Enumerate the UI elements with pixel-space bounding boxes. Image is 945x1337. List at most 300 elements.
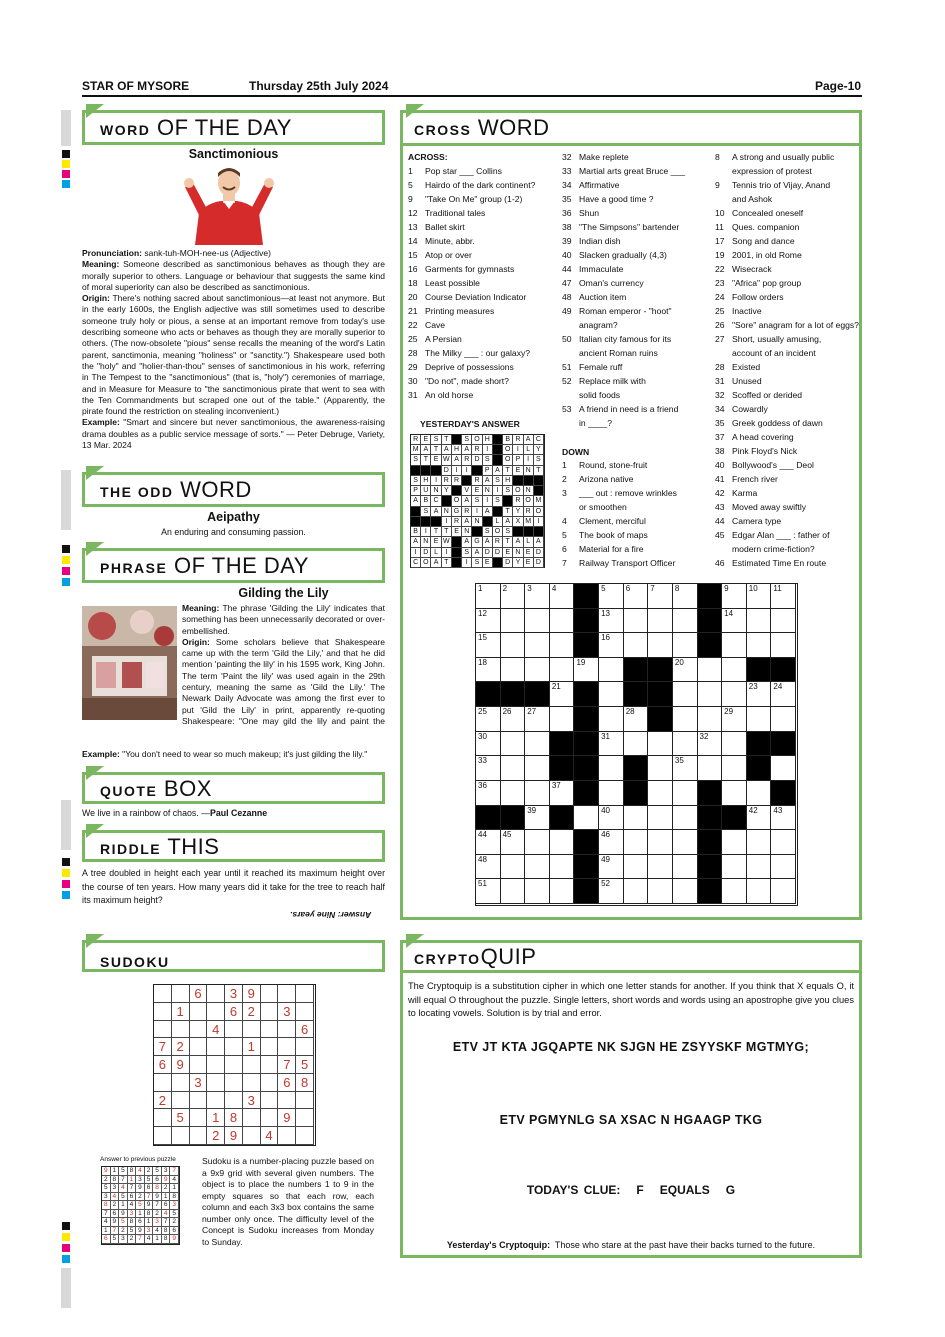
sudoku-cell: 6 (190, 985, 208, 1003)
clue-text: A head covering (732, 432, 794, 442)
crossword-cell[interactable] (501, 855, 526, 880)
clue-item (715, 318, 859, 332)
sudoku-cell[interactable] (225, 1074, 243, 1092)
sudoku-cell[interactable] (261, 1109, 279, 1127)
sudoku-cell[interactable] (261, 1038, 279, 1056)
cell-number: 30 (478, 731, 487, 741)
sudoku-cell[interactable] (261, 1074, 279, 1092)
crossword-cell[interactable] (476, 879, 501, 904)
crossword-cell[interactable] (501, 756, 526, 781)
sudoku-cell[interactable] (190, 1092, 208, 1110)
clue-item (408, 276, 535, 290)
clue-item (715, 220, 859, 234)
crossword-cell[interactable] (550, 879, 575, 904)
crossword-cell[interactable] (673, 584, 698, 609)
color-mark (62, 545, 70, 553)
crossword-cell[interactable] (624, 609, 649, 634)
sudoku-cell[interactable] (261, 985, 279, 1003)
crossword-cell[interactable] (501, 879, 526, 904)
crossword-cell[interactable] (771, 756, 796, 781)
answer-cell: S (534, 455, 544, 465)
crossword-cell[interactable] (673, 879, 698, 904)
crossword-cell[interactable] (476, 830, 501, 855)
crossword-cell[interactable] (525, 609, 550, 634)
riddle-text: A tree doubled in height each year until it reached its maximum height over the course of ten years. How many years did it take for the tree to reach half its maximum height? (82, 868, 385, 905)
clue-text: Wisecrack (732, 264, 772, 274)
sudoku-cell[interactable] (278, 1038, 296, 1056)
answer-cell: A (493, 466, 503, 476)
crossword-cell[interactable] (698, 756, 723, 781)
crossword-cell[interactable] (771, 830, 796, 855)
sudoku-cell[interactable] (190, 1003, 208, 1021)
crossword-cell[interactable] (599, 682, 624, 707)
clue-number: 2 (562, 474, 567, 484)
sudoku-cell[interactable] (154, 985, 172, 1003)
cell-number: 5 (601, 584, 606, 593)
sudoku-cell[interactable] (154, 1109, 172, 1127)
crossword-cell[interactable] (525, 806, 550, 831)
clue-text: modern crime-fiction? (732, 544, 815, 554)
crossword-cell[interactable] (747, 584, 772, 609)
crossword-cell[interactable] (525, 781, 550, 806)
sudoku-cell[interactable] (190, 1056, 208, 1074)
sudoku-cell[interactable] (261, 1003, 279, 1021)
sudoku-cell[interactable] (190, 1127, 208, 1145)
cell-number: 52 (601, 879, 610, 889)
sudoku-grid (153, 984, 316, 1146)
sudoku-cell[interactable] (278, 1021, 296, 1039)
black-square (698, 609, 723, 634)
crossword-cell[interactable] (476, 609, 501, 634)
clue-item (562, 332, 685, 346)
crossword-cell[interactable] (722, 658, 747, 683)
black-square (574, 584, 599, 609)
crossword-cell[interactable] (771, 633, 796, 658)
crossword-cell[interactable] (501, 707, 526, 732)
answer-cell: 6 (162, 1201, 171, 1210)
color-mark (62, 869, 70, 877)
crossword-cell[interactable] (673, 855, 698, 880)
sudoku-cell[interactable] (243, 1021, 261, 1039)
crossword-cell[interactable] (624, 879, 649, 904)
crossword-cell[interactable] (722, 781, 747, 806)
answer-cell: N (513, 548, 523, 558)
crossword-cell[interactable] (648, 855, 673, 880)
answer-cell: 7 (111, 1227, 120, 1236)
odd-word-word: Aeipathy (207, 510, 260, 524)
answer-cell: 6 (145, 1184, 154, 1193)
crossword-cell[interactable] (599, 879, 624, 904)
crossword-cell[interactable] (722, 707, 747, 732)
cell-number: 35 (674, 756, 684, 766)
color-mark (62, 567, 70, 575)
answer-cell: S (493, 476, 503, 486)
crossword-cell[interactable] (550, 830, 575, 855)
crossword-cell[interactable] (698, 732, 723, 757)
clue-item (562, 304, 685, 318)
yesterday-answer-label: YESTERDAY'S ANSWER (420, 419, 520, 429)
clue-item (562, 542, 677, 556)
crossword-cell[interactable] (673, 732, 698, 757)
sudoku-cell[interactable] (172, 1021, 190, 1039)
crossword-cell[interactable] (525, 879, 550, 904)
crossword-cell[interactable] (476, 781, 501, 806)
crossword-cell[interactable] (599, 633, 624, 658)
sudoku-cell[interactable] (190, 1021, 208, 1039)
cell-number: 27 (527, 707, 537, 717)
crossword-cell[interactable] (698, 682, 723, 707)
clue-text: The book of maps (579, 530, 648, 540)
crossword-cell[interactable] (574, 806, 599, 831)
crossword-cell[interactable] (574, 658, 599, 683)
crossword-cell[interactable] (501, 830, 526, 855)
crossword-cell[interactable] (624, 732, 649, 757)
black-square (574, 732, 599, 757)
sudoku-cell: 9 (278, 1109, 296, 1127)
sudoku-cell: 9 (243, 985, 261, 1003)
clue-item (408, 388, 535, 402)
color-mark (62, 1233, 70, 1241)
crossword-cell[interactable] (771, 855, 796, 880)
sudoku-cell[interactable] (243, 1109, 261, 1127)
answer-cell: E (524, 548, 534, 558)
black-square (501, 682, 526, 707)
clue-text: or smoothen (579, 502, 627, 512)
crossword-cell[interactable] (771, 707, 796, 732)
sudoku-cell[interactable] (278, 1092, 296, 1110)
clue-text: Auction item (579, 292, 627, 302)
cell-number: 16 (601, 633, 610, 643)
sudoku-cell[interactable] (172, 985, 190, 1003)
sudoku-cell[interactable] (225, 1038, 243, 1056)
crossword-cell[interactable] (673, 756, 698, 781)
clue-item (408, 248, 535, 262)
answer-cell: S (462, 548, 472, 558)
black-square (452, 537, 462, 547)
crossword-cell[interactable] (698, 658, 723, 683)
sudoku-cell[interactable] (172, 1127, 190, 1145)
black-square (501, 806, 526, 831)
sudoku-cell[interactable] (154, 1074, 172, 1092)
answer-cell: A (431, 507, 441, 517)
crossword-cell[interactable] (771, 682, 796, 707)
black-square (476, 806, 501, 831)
crossword-cell[interactable] (747, 855, 772, 880)
crossword-cell[interactable] (771, 609, 796, 634)
answer-cell: 2 (102, 1176, 111, 1185)
crossword-cell[interactable] (722, 855, 747, 880)
clue-text: Cave (425, 320, 446, 330)
crossword-cell[interactable] (599, 658, 624, 683)
crossword-cell[interactable] (771, 584, 796, 609)
crossword-cell[interactable] (722, 879, 747, 904)
crossword-cell[interactable] (599, 855, 624, 880)
crossword-cell[interactable] (599, 584, 624, 609)
sudoku-cell[interactable] (278, 985, 296, 1003)
crossword-cell[interactable] (722, 633, 747, 658)
sudoku-cell[interactable] (207, 1003, 225, 1021)
crossword-cell[interactable] (476, 707, 501, 732)
clue-item (562, 276, 685, 290)
clue-number: 5 (408, 180, 413, 190)
clue-text: An old horse (425, 390, 474, 400)
answer-cell: A (534, 537, 544, 547)
crossword-cell[interactable] (476, 633, 501, 658)
crossword-cell[interactable] (747, 633, 772, 658)
crossword-cell[interactable] (673, 658, 698, 683)
answer-cell: U (421, 486, 431, 496)
crossword-cell[interactable] (599, 707, 624, 732)
sudoku-cell[interactable] (172, 1092, 190, 1110)
crossword-cell[interactable] (599, 781, 624, 806)
crossword-cell[interactable] (771, 806, 796, 831)
clue-text: Garments for gymnasts (425, 264, 515, 274)
clue-number: 37 (715, 432, 725, 442)
crossword-cell[interactable] (747, 682, 772, 707)
crossword-cell[interactable] (673, 781, 698, 806)
sudoku-cell[interactable] (296, 1038, 314, 1056)
crossword-cell[interactable] (599, 732, 624, 757)
answer-cell: T (442, 435, 452, 445)
crossword-cell[interactable] (747, 707, 772, 732)
sudoku-cell[interactable] (243, 1074, 261, 1092)
crossword-cell[interactable] (476, 658, 501, 683)
clue-item (715, 430, 859, 444)
crossword-cell[interactable] (648, 584, 673, 609)
crossword-cell[interactable] (648, 732, 673, 757)
crossword-cell[interactable] (771, 879, 796, 904)
crossword-cell[interactable] (624, 584, 649, 609)
answer-cell: E (431, 537, 441, 547)
crossword-cell[interactable] (722, 682, 747, 707)
crossword-cell[interactable] (599, 609, 624, 634)
answer-cell: D (503, 558, 513, 568)
clue-item (408, 332, 535, 346)
sudoku-cell[interactable] (225, 1021, 243, 1039)
sudoku-cell[interactable] (243, 1056, 261, 1074)
color-mark (62, 170, 70, 178)
sudoku-cell[interactable] (261, 1021, 279, 1039)
black-square (493, 455, 503, 465)
sudoku-cell[interactable] (154, 1021, 172, 1039)
answer-cell: 3 (111, 1184, 120, 1193)
sudoku-cell[interactable] (154, 1003, 172, 1021)
sudoku-cell[interactable] (225, 1092, 243, 1110)
sudoku-cell[interactable] (261, 1092, 279, 1110)
sudoku-cell: 4 (207, 1021, 225, 1039)
sudoku-cell[interactable] (296, 1127, 314, 1145)
answer-cell: H (421, 476, 431, 486)
crossword-cell[interactable] (747, 609, 772, 634)
crossword-cell[interactable] (550, 682, 575, 707)
black-square (574, 707, 599, 732)
crossword-cell[interactable] (722, 732, 747, 757)
answer-cell: O (503, 445, 513, 455)
clue-text: expression of protest (732, 166, 812, 176)
answer-cell: 4 (162, 1210, 171, 1219)
clue-item (715, 374, 859, 388)
crossword-cell[interactable] (550, 781, 575, 806)
sudoku-cell[interactable] (207, 1056, 225, 1074)
crossword-cell[interactable] (722, 756, 747, 781)
answer-cell: N (524, 466, 534, 476)
crossword-cell[interactable] (599, 756, 624, 781)
crossword-cell[interactable] (747, 806, 772, 831)
crossword-cell[interactable] (648, 879, 673, 904)
sudoku-cell[interactable] (190, 1109, 208, 1127)
crossword-cell[interactable] (648, 806, 673, 831)
crossword-cell[interactable] (476, 855, 501, 880)
crossword-cell[interactable] (550, 707, 575, 732)
clue-number: 6 (562, 544, 567, 554)
answer-cell: A (524, 435, 534, 445)
crossword-cell[interactable] (624, 830, 649, 855)
crossword-cell[interactable] (599, 830, 624, 855)
crossword-cell[interactable] (501, 732, 526, 757)
sudoku-cell[interactable] (296, 985, 314, 1003)
crossword-cell[interactable] (525, 633, 550, 658)
cell-number: 6 (625, 584, 631, 593)
crossword-cell[interactable] (525, 830, 550, 855)
crossword-cell[interactable] (550, 855, 575, 880)
crossword-cell[interactable] (525, 756, 550, 781)
crossword-cell[interactable] (722, 830, 747, 855)
answer-cell: 7 (128, 1184, 137, 1193)
sudoku-cell[interactable] (243, 1127, 261, 1145)
word-of-day-body: Pronunciation: sank-tuh-MOH-nee-us (Adjective) Meaning: Someone described as sanctimonious behaves as though they are morally superior to others. Language or behaviour that suggests the same kind of moral superiority can also be described as sanctimonious. Origin: There's nothing sacred about sanctimonious—at least not anymore. But in the early 1600s, the English adjective was still sometimes used to describe someone truly holy or pious, a sense at an important remove from today's use describing someone who acts or behaves as though they are morally superior to others. (The now-obsolete "pious" sense recalls the meaning of the word's Latin parent, sanctimonia, meaning "holiness" or "sanctity.") Shakespeare used both the "holy" and "holier-than-thou" senses of sanctimonious in his work, referring in The Tempest to the "sanctimonious" (that is, "holy") ceremonies of marriage, and in Measure for Measure to "the sanctimonious pirate that went to sea with the Ten Commandments but scraped one out of the table." (Apparently, the pirate found the restriction on stealing inconvenient.) Example: "Smart and sincere but never sanctimonious, the awareness-raising drama doubles as a public service message of sorts." — Peter Debruge, Variety, 13 Mar. 2024 (82, 248, 385, 451)
cell-number: 14 (724, 608, 734, 618)
sudoku-cell[interactable] (154, 1127, 172, 1145)
answer-cell: O (534, 507, 544, 517)
sudoku-title: SUDOKU (100, 954, 170, 970)
crossword-cell[interactable] (673, 806, 698, 831)
crossword-cell[interactable] (747, 781, 772, 806)
crossword-cell[interactable] (673, 633, 698, 658)
crossword-cell[interactable] (501, 633, 526, 658)
clue-number: 5 (562, 530, 567, 540)
color-mark (62, 578, 70, 586)
clue-item (562, 374, 685, 388)
crossword-cell[interactable] (501, 584, 526, 609)
sudoku-cell[interactable] (207, 1074, 225, 1092)
cell-number: 26 (502, 707, 512, 717)
sudoku-cell[interactable] (225, 1056, 243, 1074)
crossword-cell[interactable] (501, 781, 526, 806)
crossword-cell[interactable] (722, 584, 747, 609)
crossword-cell[interactable] (525, 855, 550, 880)
crossword-cell[interactable] (648, 781, 673, 806)
crossword-cell[interactable] (501, 609, 526, 634)
crossword-cell[interactable] (525, 732, 550, 757)
crossword-cell[interactable] (648, 756, 673, 781)
crossword-cell[interactable] (476, 756, 501, 781)
crossword-cell[interactable] (501, 658, 526, 683)
crossword-cell[interactable] (648, 633, 673, 658)
black-square (534, 476, 544, 486)
crossword-cell[interactable] (599, 806, 624, 831)
sudoku-cell[interactable] (296, 1109, 314, 1127)
crossword-cell[interactable] (673, 707, 698, 732)
crossword-cell[interactable] (722, 609, 747, 634)
answer-cell: E (503, 548, 513, 558)
clue-number: 47 (562, 278, 572, 288)
sudoku-cell[interactable] (207, 1092, 225, 1110)
sudoku-cell: 7 (278, 1056, 296, 1074)
answer-cell: L (431, 548, 441, 558)
clue-item (715, 500, 859, 514)
crossword-cell[interactable] (673, 830, 698, 855)
crossword-cell[interactable] (648, 830, 673, 855)
sudoku-cell[interactable] (190, 1038, 208, 1056)
clue-number: 38 (562, 222, 572, 232)
answer-cell: S (472, 496, 482, 506)
answer-cell: A (411, 496, 421, 506)
sudoku-cell[interactable] (296, 1092, 314, 1110)
crossword-cell[interactable] (698, 707, 723, 732)
clue-text: Edgar Alan ___ : father of (732, 530, 830, 540)
clue-number: 30 (408, 376, 418, 386)
crossword-cell[interactable] (624, 806, 649, 831)
crossword-cell[interactable] (648, 609, 673, 634)
sudoku-cell[interactable] (207, 985, 225, 1003)
sudoku-cell: 9 (225, 1127, 243, 1145)
answer-cell: I (411, 548, 421, 558)
clue-item (715, 360, 859, 374)
answer-cell: N (442, 507, 452, 517)
cell-number: 15 (478, 633, 487, 643)
black-square (550, 806, 575, 831)
crossword-cell[interactable] (525, 658, 550, 683)
color-mark (62, 1244, 70, 1252)
sudoku-cell[interactable] (172, 1074, 190, 1092)
crossword-cell[interactable] (673, 609, 698, 634)
cell-number: 42 (748, 805, 758, 815)
crossword-cell[interactable] (476, 732, 501, 757)
crossword-cell[interactable] (624, 707, 649, 732)
answer-cell: P (513, 455, 523, 465)
clue-text: Printing measures (425, 306, 495, 316)
black-square (421, 466, 431, 476)
crossword-cell[interactable] (525, 584, 550, 609)
crossword-cell[interactable] (550, 609, 575, 634)
cell-number: 32 (699, 731, 709, 741)
crossword-cell[interactable] (476, 584, 501, 609)
crossword-cell[interactable] (747, 830, 772, 855)
sudoku-cell[interactable] (261, 1056, 279, 1074)
cell-number: 51 (478, 879, 487, 889)
odd-word-title: THE ODD WORD (100, 477, 252, 502)
crossword-cell[interactable] (525, 707, 550, 732)
quote-text: We live in a rainbow of chaos. —Paul Cezanne (82, 808, 268, 818)
answer-cell: S (462, 435, 472, 445)
black-square (411, 466, 421, 476)
crossword-cell[interactable] (550, 633, 575, 658)
crossword-cell[interactable] (673, 682, 698, 707)
answer-cell: 2 (111, 1201, 120, 1210)
clue-item (408, 262, 535, 276)
crossword-cell[interactable] (550, 658, 575, 683)
sudoku-cell[interactable] (296, 1003, 314, 1021)
sudoku-cell[interactable] (278, 1127, 296, 1145)
crossword-cell[interactable] (624, 855, 649, 880)
sudoku-cell[interactable] (207, 1038, 225, 1056)
clue-item (715, 276, 859, 290)
cell-number: 24 (773, 682, 783, 692)
crossword-cell[interactable] (624, 633, 649, 658)
crossword-cell[interactable] (747, 879, 772, 904)
crossword-cell[interactable] (550, 584, 575, 609)
clue-text: Pink Floyd's Nick (732, 446, 798, 456)
